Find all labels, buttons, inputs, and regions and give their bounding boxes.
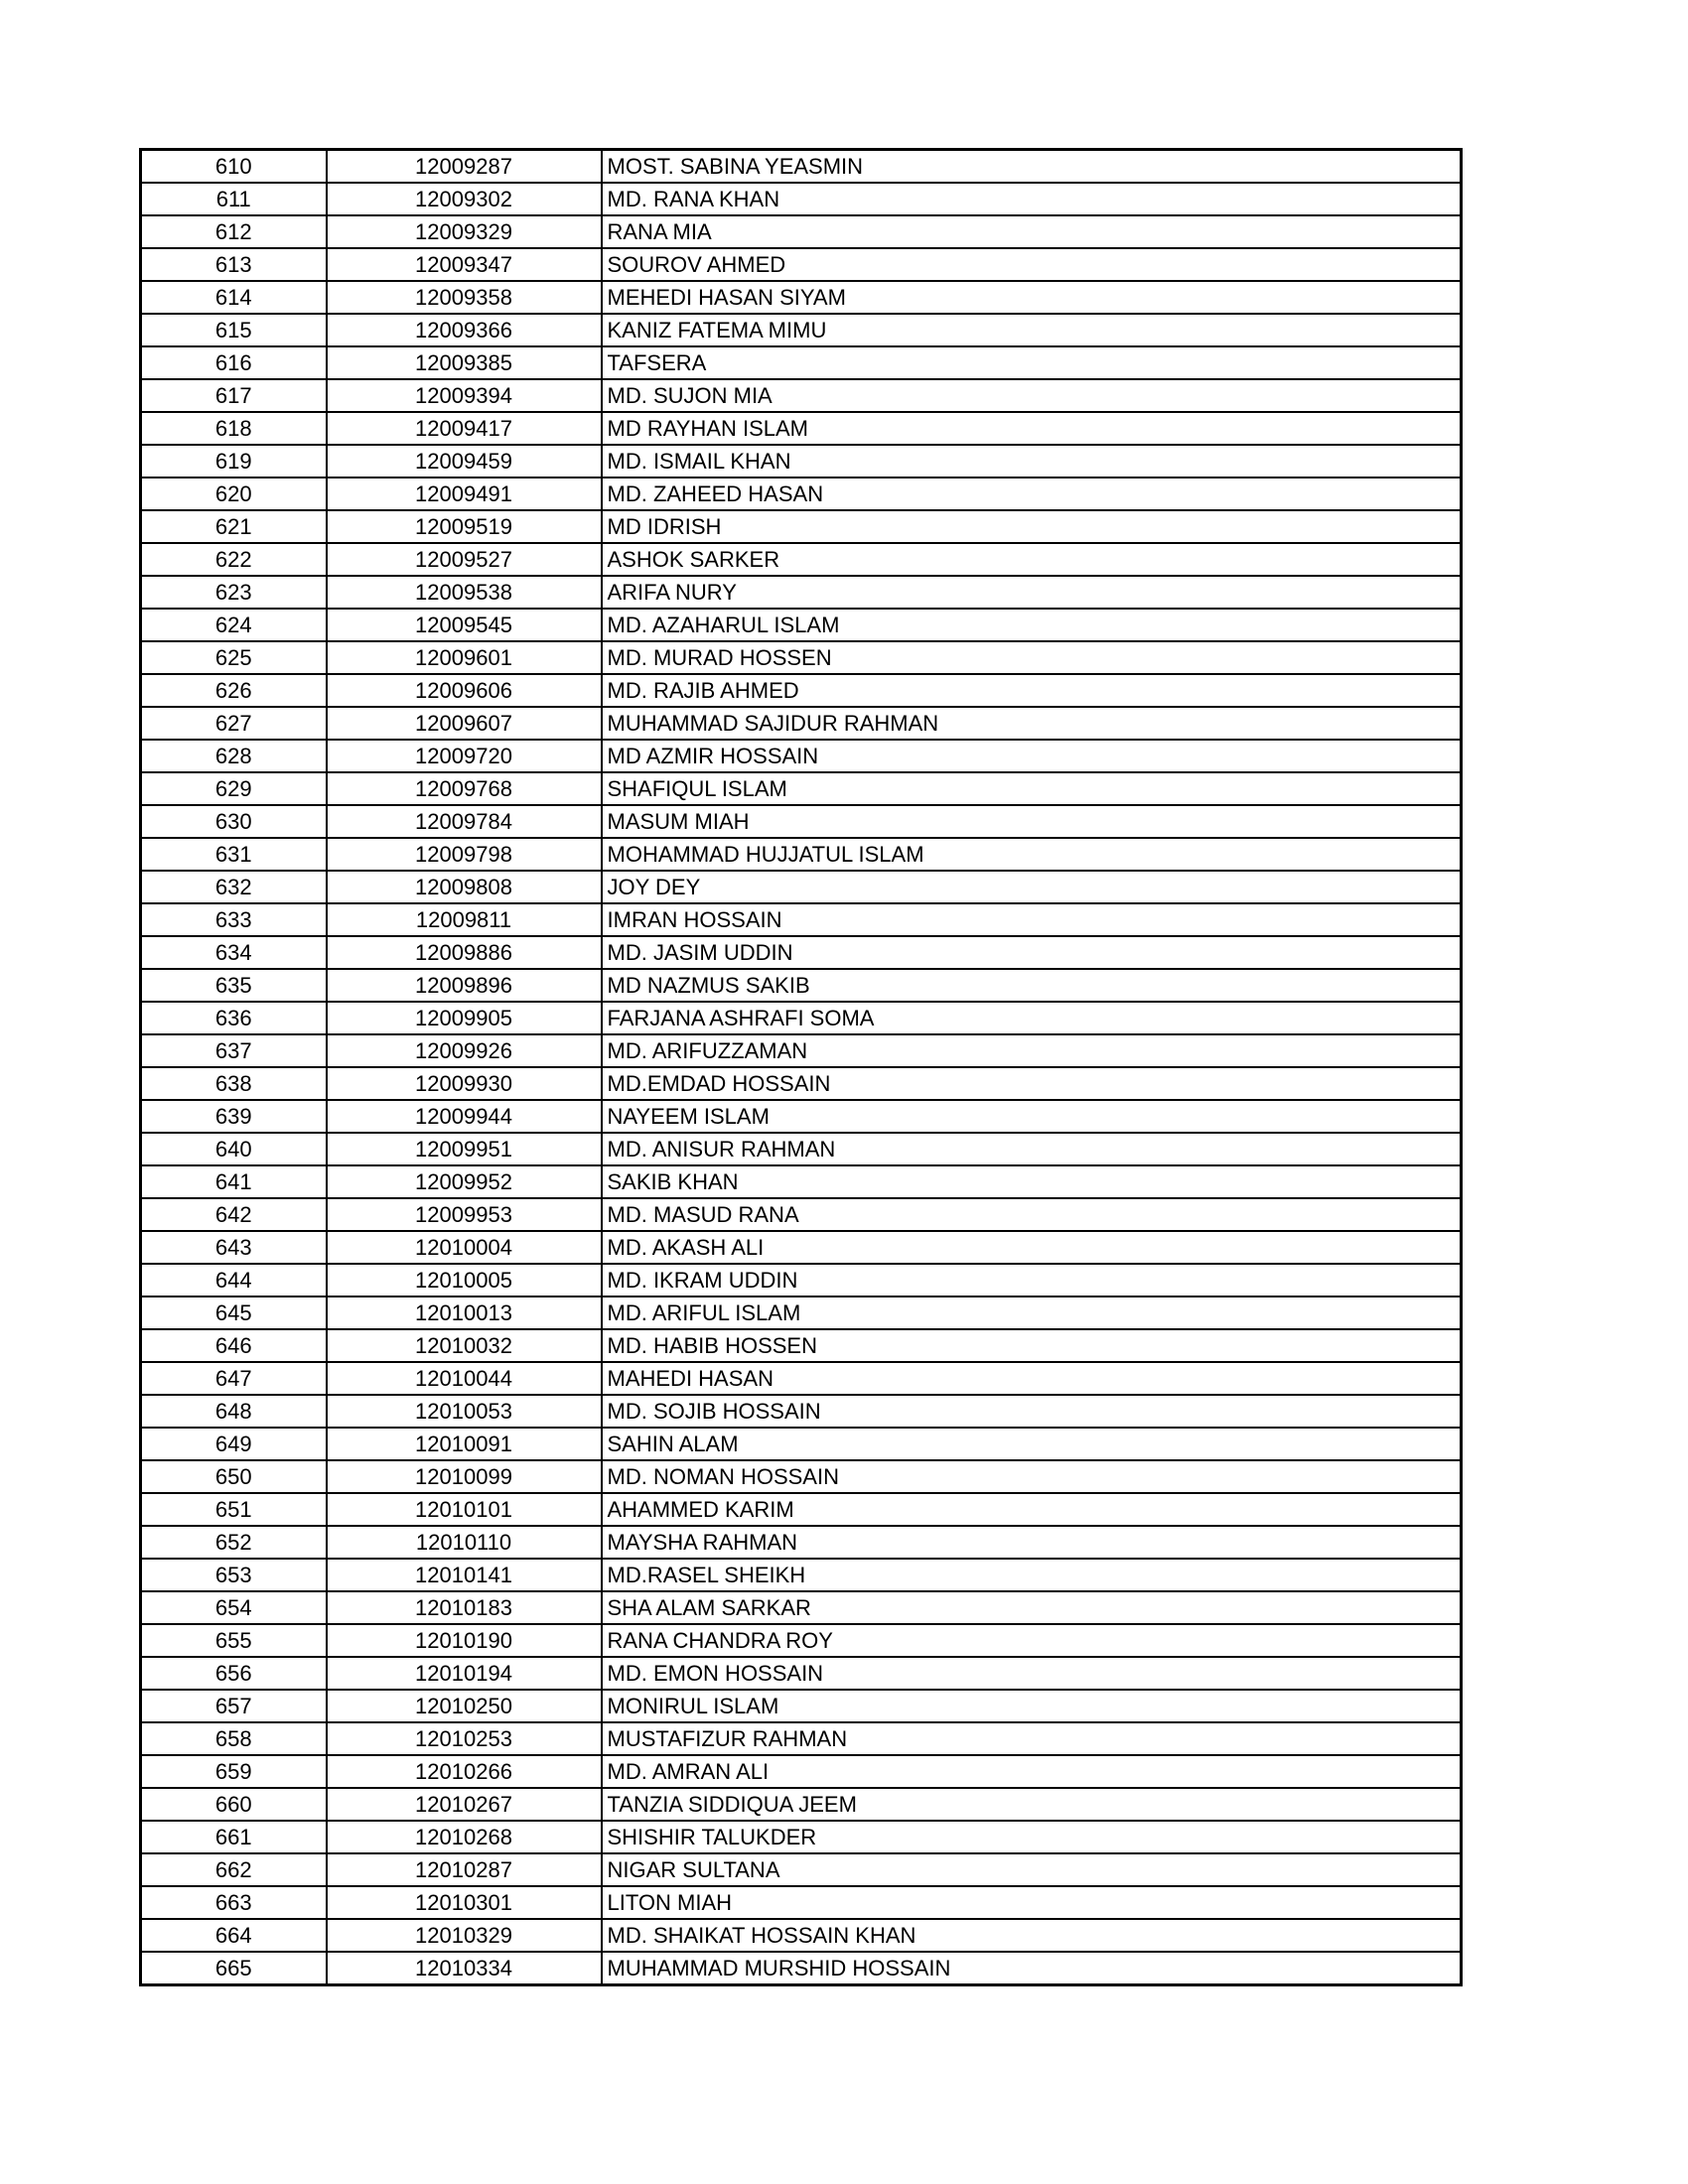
- table-row: [141, 412, 1462, 445]
- id-number-cell: 12009527: [327, 543, 602, 576]
- serial-number-cell: 626: [141, 674, 327, 707]
- candidate-name-cell: MD. AMRAN ALI: [602, 1755, 1462, 1788]
- serial-number-cell: 637: [141, 1034, 327, 1067]
- table-row: [141, 1198, 1462, 1231]
- table-row: [141, 543, 1462, 576]
- id-number-cell: 12009808: [327, 871, 602, 903]
- id-number-cell: 12009896: [327, 969, 602, 1002]
- id-number-cell: 12010032: [327, 1329, 602, 1362]
- id-number-cell: 12009952: [327, 1165, 602, 1198]
- serial-number-cell: 613: [141, 248, 327, 281]
- candidate-name-cell: ASHOK SARKER: [602, 543, 1462, 576]
- serial-number-cell: 631: [141, 838, 327, 871]
- table-row: [141, 150, 1462, 184]
- id-number-cell: 12010101: [327, 1493, 602, 1526]
- id-number-cell: 12009606: [327, 674, 602, 707]
- id-number-cell: 12010091: [327, 1428, 602, 1460]
- id-number-cell: 12009811: [327, 903, 602, 936]
- candidate-name-cell: SAKIB KHAN: [602, 1165, 1462, 1198]
- candidate-name-cell: MD.EMDAD HOSSAIN: [602, 1067, 1462, 1100]
- candidate-name-cell: MUHAMMAD MURSHID HOSSAIN: [602, 1952, 1462, 1985]
- candidate-name-cell: MEHEDI HASAN SIYAM: [602, 281, 1462, 314]
- serial-number-cell: 645: [141, 1297, 327, 1329]
- candidate-name-cell: MD RAYHAN ISLAM: [602, 412, 1462, 445]
- serial-number-cell: 644: [141, 1264, 327, 1297]
- id-number-cell: 12009366: [327, 314, 602, 346]
- candidate-name-cell: MD. SOJIB HOSSAIN: [602, 1395, 1462, 1428]
- candidate-name-cell: MD. MASUD RANA: [602, 1198, 1462, 1231]
- id-number-cell: 12010253: [327, 1722, 602, 1755]
- id-number-cell: 12010005: [327, 1264, 602, 1297]
- candidate-name-cell: SHAFIQUL ISLAM: [602, 772, 1462, 805]
- table-row: [141, 1428, 1462, 1460]
- table-row: [141, 1919, 1462, 1952]
- candidate-name-cell: MUSTAFIZUR RAHMAN: [602, 1722, 1462, 1755]
- table-row: [141, 609, 1462, 641]
- candidate-name-cell: MD. ISMAIL KHAN: [602, 445, 1462, 478]
- candidate-name-cell: KANIZ FATEMA MIMU: [602, 314, 1462, 346]
- candidate-name-cell: MD. ANISUR RAHMAN: [602, 1133, 1462, 1165]
- serial-number-cell: 639: [141, 1100, 327, 1133]
- table-row: [141, 1231, 1462, 1264]
- id-number-cell: 12009784: [327, 805, 602, 838]
- candidate-name-cell: MD. JASIM UDDIN: [602, 936, 1462, 969]
- table-row: [141, 1952, 1462, 1985]
- table-row: [141, 478, 1462, 510]
- id-number-cell: 12009905: [327, 1002, 602, 1034]
- table-row: [141, 838, 1462, 871]
- id-number-cell: 12009798: [327, 838, 602, 871]
- serial-number-cell: 610: [141, 150, 327, 184]
- candidate-name-cell: MD. RANA KHAN: [602, 183, 1462, 215]
- serial-number-cell: 654: [141, 1591, 327, 1624]
- table-row: [141, 1100, 1462, 1133]
- table-row: [141, 1297, 1462, 1329]
- table-row: [141, 314, 1462, 346]
- table-row: [141, 1526, 1462, 1559]
- candidate-table: [139, 148, 1463, 1986]
- id-number-cell: 12009491: [327, 478, 602, 510]
- id-number-cell: 12009538: [327, 576, 602, 609]
- candidate-name-cell: MAYSHA RAHMAN: [602, 1526, 1462, 1559]
- serial-number-cell: 627: [141, 707, 327, 740]
- table-row: [141, 1034, 1462, 1067]
- serial-number-cell: 661: [141, 1821, 327, 1853]
- serial-number-cell: 663: [141, 1886, 327, 1919]
- id-number-cell: 12010004: [327, 1231, 602, 1264]
- serial-number-cell: 650: [141, 1460, 327, 1493]
- serial-number-cell: 616: [141, 346, 327, 379]
- id-number-cell: 12009287: [327, 150, 602, 184]
- candidate-name-cell: MD. SHAIKAT HOSSAIN KHAN: [602, 1919, 1462, 1952]
- table-row: [141, 1624, 1462, 1657]
- candidate-name-cell: MD NAZMUS SAKIB: [602, 969, 1462, 1002]
- serial-number-cell: 664: [141, 1919, 327, 1952]
- candidate-name-cell: MUHAMMAD SAJIDUR RAHMAN: [602, 707, 1462, 740]
- serial-number-cell: 646: [141, 1329, 327, 1362]
- serial-number-cell: 636: [141, 1002, 327, 1034]
- candidate-name-cell: MOHAMMAD HUJJATUL ISLAM: [602, 838, 1462, 871]
- id-number-cell: 12010183: [327, 1591, 602, 1624]
- candidate-name-cell: MD. IKRAM UDDIN: [602, 1264, 1462, 1297]
- serial-number-cell: 619: [141, 445, 327, 478]
- serial-number-cell: 614: [141, 281, 327, 314]
- candidate-name-cell: MD. ZAHEED HASAN: [602, 478, 1462, 510]
- candidate-name-cell: SHISHIR TALUKDER: [602, 1821, 1462, 1853]
- table-row: [141, 740, 1462, 772]
- candidate-name-cell: TAFSERA: [602, 346, 1462, 379]
- serial-number-cell: 652: [141, 1526, 327, 1559]
- candidate-name-cell: TANZIA SIDDIQUA JEEM: [602, 1788, 1462, 1821]
- table-row: [141, 641, 1462, 674]
- candidate-name-cell: SHA ALAM SARKAR: [602, 1591, 1462, 1624]
- serial-number-cell: 657: [141, 1690, 327, 1722]
- candidate-name-cell: NIGAR SULTANA: [602, 1853, 1462, 1886]
- serial-number-cell: 641: [141, 1165, 327, 1198]
- id-number-cell: 12009926: [327, 1034, 602, 1067]
- candidate-name-cell: FARJANA ASHRAFI SOMA: [602, 1002, 1462, 1034]
- serial-number-cell: 635: [141, 969, 327, 1002]
- id-number-cell: 12010267: [327, 1788, 602, 1821]
- candidate-name-cell: NAYEEM ISLAM: [602, 1100, 1462, 1133]
- id-number-cell: 12009951: [327, 1133, 602, 1165]
- table-row: [141, 1362, 1462, 1395]
- id-number-cell: 12010190: [327, 1624, 602, 1657]
- id-number-cell: 12009302: [327, 183, 602, 215]
- serial-number-cell: 640: [141, 1133, 327, 1165]
- candidate-name-cell: MOST. SABINA YEASMIN: [602, 150, 1462, 184]
- serial-number-cell: 660: [141, 1788, 327, 1821]
- id-number-cell: 12009358: [327, 281, 602, 314]
- candidate-name-cell: SOUROV AHMED: [602, 248, 1462, 281]
- candidate-name-cell: AHAMMED KARIM: [602, 1493, 1462, 1526]
- id-number-cell: 12009886: [327, 936, 602, 969]
- serial-number-cell: 653: [141, 1559, 327, 1591]
- candidate-name-cell: MD. NOMAN HOSSAIN: [602, 1460, 1462, 1493]
- table-row: [141, 1165, 1462, 1198]
- serial-number-cell: 658: [141, 1722, 327, 1755]
- id-number-cell: 12009944: [327, 1100, 602, 1133]
- candidate-name-cell: LITON MIAH: [602, 1886, 1462, 1919]
- table-row: [141, 674, 1462, 707]
- table-row: [141, 1460, 1462, 1493]
- serial-number-cell: 617: [141, 379, 327, 412]
- table-row: [141, 1591, 1462, 1624]
- id-number-cell: 12010268: [327, 1821, 602, 1853]
- id-number-cell: 12009720: [327, 740, 602, 772]
- id-number-cell: 12010194: [327, 1657, 602, 1690]
- candidate-name-cell: MD. ARIFUZZAMAN: [602, 1034, 1462, 1067]
- id-number-cell: 12009459: [327, 445, 602, 478]
- table-row: [141, 1657, 1462, 1690]
- table-row: [141, 969, 1462, 1002]
- candidate-name-cell: JOY DEY: [602, 871, 1462, 903]
- id-number-cell: 12010266: [327, 1755, 602, 1788]
- candidate-name-cell: MD. MURAD HOSSEN: [602, 641, 1462, 674]
- candidate-name-cell: MD. EMON HOSSAIN: [602, 1657, 1462, 1690]
- table-row: [141, 510, 1462, 543]
- id-number-cell: 12009329: [327, 215, 602, 248]
- id-number-cell: 12010334: [327, 1952, 602, 1985]
- candidate-name-cell: MD. AKASH ALI: [602, 1231, 1462, 1264]
- table-row: [141, 1755, 1462, 1788]
- id-number-cell: 12010287: [327, 1853, 602, 1886]
- serial-number-cell: 649: [141, 1428, 327, 1460]
- candidate-name-cell: MD. SUJON MIA: [602, 379, 1462, 412]
- table-row: [141, 1559, 1462, 1591]
- table-row: [141, 576, 1462, 609]
- candidate-name-cell: SAHIN ALAM: [602, 1428, 1462, 1460]
- table-row: [141, 1853, 1462, 1886]
- table-row: [141, 1133, 1462, 1165]
- candidate-name-cell: RANA MIA: [602, 215, 1462, 248]
- candidate-name-cell: IMRAN HOSSAIN: [602, 903, 1462, 936]
- candidate-name-cell: MAHEDI HASAN: [602, 1362, 1462, 1395]
- table-row: [141, 1821, 1462, 1853]
- table-row: [141, 936, 1462, 969]
- table-row: [141, 183, 1462, 215]
- serial-number-cell: 648: [141, 1395, 327, 1428]
- id-number-cell: 12009601: [327, 641, 602, 674]
- serial-number-cell: 655: [141, 1624, 327, 1657]
- serial-number-cell: 630: [141, 805, 327, 838]
- serial-number-cell: 622: [141, 543, 327, 576]
- id-number-cell: 12009607: [327, 707, 602, 740]
- table-row: [141, 1722, 1462, 1755]
- table-row: [141, 1067, 1462, 1100]
- id-number-cell: 12009930: [327, 1067, 602, 1100]
- id-number-cell: 12010053: [327, 1395, 602, 1428]
- serial-number-cell: 629: [141, 772, 327, 805]
- candidate-name-cell: MD. AZAHARUL ISLAM: [602, 609, 1462, 641]
- table-row: [141, 346, 1462, 379]
- id-number-cell: 12009768: [327, 772, 602, 805]
- candidate-name-cell: MD. HABIB HOSSEN: [602, 1329, 1462, 1362]
- id-number-cell: 12009347: [327, 248, 602, 281]
- serial-number-cell: 632: [141, 871, 327, 903]
- id-number-cell: 12009545: [327, 609, 602, 641]
- id-number-cell: 12010110: [327, 1526, 602, 1559]
- table-row: [141, 1788, 1462, 1821]
- id-number-cell: 12009519: [327, 510, 602, 543]
- candidate-name-cell: MD.RASEL SHEIKH: [602, 1559, 1462, 1591]
- table-row: [141, 772, 1462, 805]
- serial-number-cell: 615: [141, 314, 327, 346]
- id-number-cell: 12010301: [327, 1886, 602, 1919]
- candidate-name-cell: MD IDRISH: [602, 510, 1462, 543]
- serial-number-cell: 623: [141, 576, 327, 609]
- serial-number-cell: 647: [141, 1362, 327, 1395]
- serial-number-cell: 643: [141, 1231, 327, 1264]
- id-number-cell: 12009394: [327, 379, 602, 412]
- id-number-cell: 12009385: [327, 346, 602, 379]
- table-row: [141, 1329, 1462, 1362]
- id-number-cell: 12010044: [327, 1362, 602, 1395]
- id-number-cell: 12009953: [327, 1198, 602, 1231]
- candidate-name-cell: MONIRUL ISLAM: [602, 1690, 1462, 1722]
- table-row: [141, 248, 1462, 281]
- candidate-name-cell: ARIFA NURY: [602, 576, 1462, 609]
- table-row: [141, 1690, 1462, 1722]
- serial-number-cell: 634: [141, 936, 327, 969]
- serial-number-cell: 638: [141, 1067, 327, 1100]
- candidate-name-cell: MASUM MIAH: [602, 805, 1462, 838]
- serial-number-cell: 665: [141, 1952, 327, 1985]
- table-row: [141, 805, 1462, 838]
- candidate-name-cell: MD. ARIFUL ISLAM: [602, 1297, 1462, 1329]
- serial-number-cell: 633: [141, 903, 327, 936]
- table-row: [141, 379, 1462, 412]
- serial-number-cell: 624: [141, 609, 327, 641]
- serial-number-cell: 620: [141, 478, 327, 510]
- table-row: [141, 445, 1462, 478]
- id-number-cell: 12010099: [327, 1460, 602, 1493]
- candidate-table-body: [141, 150, 1462, 1985]
- id-number-cell: 12010013: [327, 1297, 602, 1329]
- candidate-name-cell: MD. RAJIB AHMED: [602, 674, 1462, 707]
- table-row: [141, 903, 1462, 936]
- table-row: [141, 1002, 1462, 1034]
- table-row: [141, 871, 1462, 903]
- serial-number-cell: 659: [141, 1755, 327, 1788]
- serial-number-cell: 662: [141, 1853, 327, 1886]
- serial-number-cell: 642: [141, 1198, 327, 1231]
- serial-number-cell: 625: [141, 641, 327, 674]
- serial-number-cell: 621: [141, 510, 327, 543]
- serial-number-cell: 656: [141, 1657, 327, 1690]
- serial-number-cell: 611: [141, 183, 327, 215]
- id-number-cell: 12010141: [327, 1559, 602, 1591]
- serial-number-cell: 628: [141, 740, 327, 772]
- serial-number-cell: 618: [141, 412, 327, 445]
- table-row: [141, 281, 1462, 314]
- table-row: [141, 1493, 1462, 1526]
- candidate-name-cell: MD AZMIR HOSSAIN: [602, 740, 1462, 772]
- table-row: [141, 215, 1462, 248]
- table-row: [141, 1886, 1462, 1919]
- id-number-cell: 12009417: [327, 412, 602, 445]
- table-row: [141, 1264, 1462, 1297]
- serial-number-cell: 651: [141, 1493, 327, 1526]
- id-number-cell: 12010329: [327, 1919, 602, 1952]
- serial-number-cell: 612: [141, 215, 327, 248]
- table-row: [141, 707, 1462, 740]
- id-number-cell: 12010250: [327, 1690, 602, 1722]
- table-row: [141, 1395, 1462, 1428]
- candidate-name-cell: RANA CHANDRA ROY: [602, 1624, 1462, 1657]
